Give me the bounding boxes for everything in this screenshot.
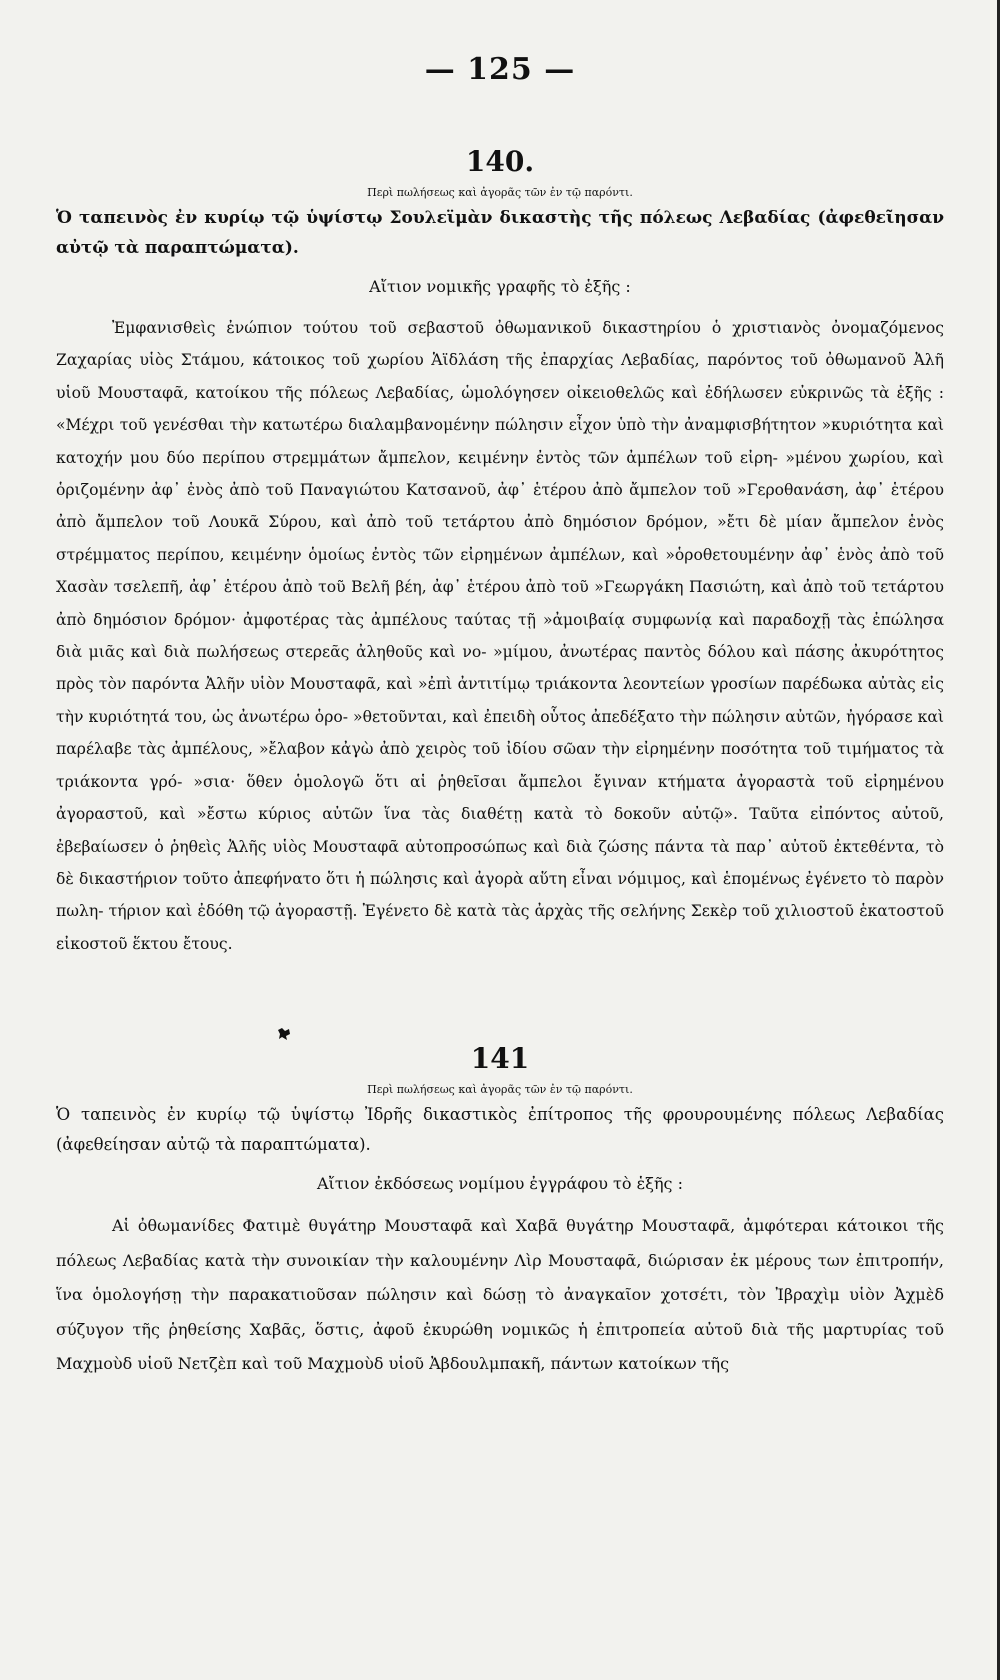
- page-number: — 125 —: [424, 52, 576, 87]
- document-body: Ἐμφανισθεὶς ἐνώπιον τούτου τοῦ σεβαστοῦ ὀθωμανικοῦ δικαστηρίου ὁ χριστιανὸς ὀνομαζόμενος Ζαχαρίας υἱὸς Στάμου, κάτοικος τοῦ χωρίου Ἁϊδλάση τῆς ἐπαρχίας Λεβαδίας, παρόντος τοῦ ὀθωμανοῦ Ἀλῆ υἱοῦ Μουσταφᾶ, κατοίκου τῆς πόλεως Λεβαδίας, ὡμολόγησεν οἰκειοθελῶς καὶ ἐδήλωσεν εὐκρινῶς τὰ ἑξῆς : «Μέχρι τοῦ γενέσθαι τὴν κατωτέρω διαλαμβανομένην πώλησιν εἶχον ὑπὸ τὴν ἀναμφισβήτητον »κυριότητα καὶ κατοχήν μου δύο περίπου στρεμμάτων ἄμπελον, κειμένην ἐντὸς τῶν ἀμπέλων τοῦ εἰρη- »μένου χωρίου, καὶ ὁριζομένην ἀφ᾽ ἑνὸς ἀπὸ τοῦ Παναγιώτου Κατσανοῦ, ἀφ᾽ ἑτέρου ἀπὸ ἄμπελον τοῦ »Γεροθανάση, ἀφ᾽ ἑτέρου ἀπὸ ἄμπελον τοῦ Λουκᾶ Σύρου, καὶ ἀπὸ τοῦ τετάρτου ἀπὸ δημόσιον δρόμον, »ἔτι δὲ μίαν ἄμπελον ἑνὸς στρέμματος περίπου, κειμένην ὁμοίως ἐντὸς τῶν εἰρημένων ἀμπέλων, καὶ »ὁροθετουμένην ἀφ᾽ ἑνὸς ἀπὸ τοῦ Χασὰν τσελεπῆ, ἀφ᾽ ἑτέρου ἀπὸ τοῦ Βελῆ βέη, ἀφ᾽ ἑτέρου ἀπὸ τοῦ »Γεωργάκη Πασιώτη, καὶ ἀπὸ τοῦ τετάρτου ἀπὸ δημόσιον δρόμον· ἀμφοτέρας τὰς ἀμπέλους ταύτας τῇ »ἀμοιβαίᾳ συμφωνίᾳ καὶ παραδοχῇ τὰς ἐπώλησα διὰ μιᾶς καὶ διὰ πωλήσεως στερεᾶς ἀληθοῦς καὶ νο- »μίμου, ἀνωτέρας παντὸς δόλου καὶ πάσης ἀκυρότητος πρὸς τὸν παρόντα Ἀλῆν υἱὸν Μουσταφᾶ, καὶ »ἐπὶ ἀντιτίμῳ τριάκοντα λεοντείων γροσίων παρέδωκα αὐτὰς εἰς τὴν κυριότητά του, ὡς ἀνωτέρω ὁρο- »θετοῦνται, καὶ ἐπειδὴ οὗτος ἀπεδέξατο τὴν πώλησιν αὐτῶν, ἠγόρασε καὶ παρέλαβε τὰς ἀμπέλους, »ἔλαβον κἀγὼ ἀπὸ χειρὸς τοῦ ἰδίου σῶαν τὴν εἰρημένην ποσότητα τοῦ τιμήματος τὰ τριάκοντα γρό- »σια· ὅθεν ὁμολογῶ ὅτι αἱ ῥηθεῖσαι ἄμπελοι ἔγιναν κτήματα ἀγοραστὰ τοῦ εἰρημένου ἀγοραστοῦ, καὶ »ἔστω κύριος αὐτῶν ἵνα τὰς διαθέτῃ κατὰ τὸ δοκοῦν αὐτῷ». Ταῦτα εἰπόντος αὐτοῦ, ἐβεβαίωσεν ὁ ῥηθεὶς Ἀλῆς υἱὸς Μουσταφᾶ αὐτοπροσώπως καὶ διὰ ζώσης πάντα τὰ παρ᾽ αὐτοῦ ἐκτεθέντα, τὸ δὲ δικαστήριον τοῦτο ἀπεφήνατο ὅτι ἡ πώλησις καὶ ἀγορὰ αὕτη εἶναι νόμιμος, καὶ ἑπομένως ἐγένετο τὸ παρὸν πωλη- τήριον καὶ ἐδόθη τῷ ἀγοραστῇ. Ἐγένετο δὲ κατὰ τὰς ἀρχὰς τῆς σελήνης Σεκὲρ τοῦ χιλιοστοῦ ἑκατοστοῦ εἰκοστοῦ ἕκτου ἔτους.: [56, 319, 944, 953]
- document-subject: Περὶ πωλήσεως καὶ ἀγορᾶς τῶν ἐν τῷ παρόντι.: [367, 186, 633, 199]
- document-subject: Περὶ πωλήσεως καὶ ἀγορᾶς τῶν ἐν τῷ παρόντι.: [367, 1083, 633, 1096]
- document-cause-line: Αἴτιον νομικῆς γραφῆς τὸ ἑξῆς :: [369, 277, 631, 296]
- document-cause-line: Αἴτιον ἐκδόσεως νομίμου ἐγγράφου τὸ ἑξῆς :: [317, 1174, 683, 1193]
- document-141: [56, 1042, 944, 1382]
- ink-blot-ornament: [276, 1027, 292, 1041]
- document-body: Αἱ ὀθωμανίδες Φατιμὲ θυγάτηρ Μουσταφᾶ καὶ Χαβᾶ θυγάτηρ Μουσταφᾶ, ἀμφότεραι κάτοικοι τῆς πόλεως Λεβαδίας κατὰ τὴν συνοικίαν τὴν καλουμένην Λὶρ Μουσταφᾶ, διώρισαν ἐκ μέρους των ἐπιτροπήν, ἵνα ὁμολογήσῃ τὴν παρακατιοῦσαν πώλησιν καὶ δώσῃ τὸ ἀναγκαῖον χοτσέτι, τὸν Ἰβραχὶμ υἱὸν Ἀχμὲδ σύζυγον τῆς ῥηθείσης Χαβᾶς, ὅστις, ἀφοῦ ἐκυρώθη νομικῶς ἡ ἐπιτροπεία αὐτοῦ διὰ τῆς μαρτυρίας τοῦ Μαχμοὺδ υἱοῦ Νετζὲπ καὶ τοῦ Μαχμοὺδ υἱοῦ Ἀβδουλμπακῆ, πάντων κατοίκων τῆς: [56, 1216, 944, 1373]
- document-heading: Ὁ ταπεινὸς ἐν κυρίῳ τῷ ὑψίστῳ Ἰδρῆς δικαστικὸς ἐπίτροπος τῆς φρουρουμένης πόλεως Λεβαδίας (ἀφεθείησαν αὐτῷ τὰ παραπτώματα).: [56, 1105, 944, 1154]
- document-140: [56, 145, 944, 960]
- document-number: 141: [470, 1042, 530, 1075]
- document-heading: Ὁ ταπεινὸς ἐν κυρίῳ τῷ ὑψίστῳ Σουλεϊμὰν δικαστὴς τῆς πόλεως Λεβαδίας (ἀφεθεῖησαν αὐτῷ τὰ παραπτώματα).: [56, 208, 944, 258]
- document-number: 140.: [465, 145, 535, 178]
